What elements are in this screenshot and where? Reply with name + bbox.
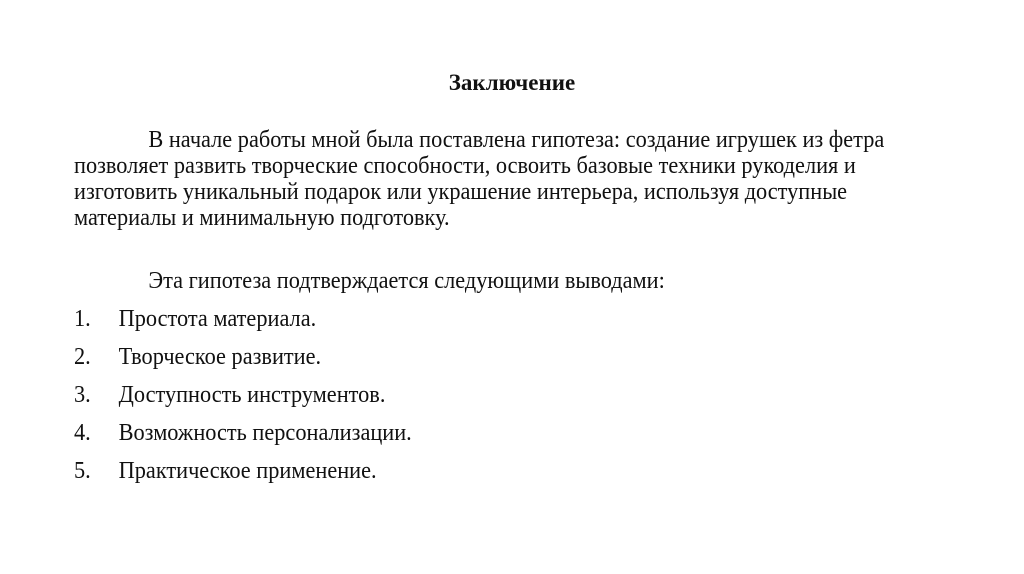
page-title: Заключение [448, 70, 576, 95]
list-number: 3. [74, 382, 91, 408]
list-text: Простота материала. [118, 306, 317, 332]
list-text: Возможность персонализации. [118, 420, 412, 446]
list-item [74, 343, 412, 381]
list-item [74, 419, 412, 457]
list-text: Доступность инструментов. [118, 382, 386, 408]
list-number: 2. [74, 344, 91, 370]
list-number: 5. [74, 458, 91, 484]
list-item [74, 381, 412, 419]
list-text: Творческое развитие. [118, 344, 322, 370]
conclusion-intro: Эта гипотеза подтверждается следующими выводами: [148, 268, 665, 294]
conclusions-list [74, 305, 412, 495]
hypothesis-paragraph: В начале работы мной была поставлена гипотеза: создание игрушек из фетра позволяет развить творческие способности, освоить базовые техники рукоделия и изготовить уникальный подарок или украшение интерьера, используя доступные материалы и минимальную подготовку. [74, 127, 885, 231]
list-item [74, 305, 412, 343]
list-number: 1. [74, 306, 91, 332]
list-number: 4. [74, 420, 91, 446]
list-item [74, 457, 412, 495]
list-text: Практическое применение. [118, 458, 377, 484]
